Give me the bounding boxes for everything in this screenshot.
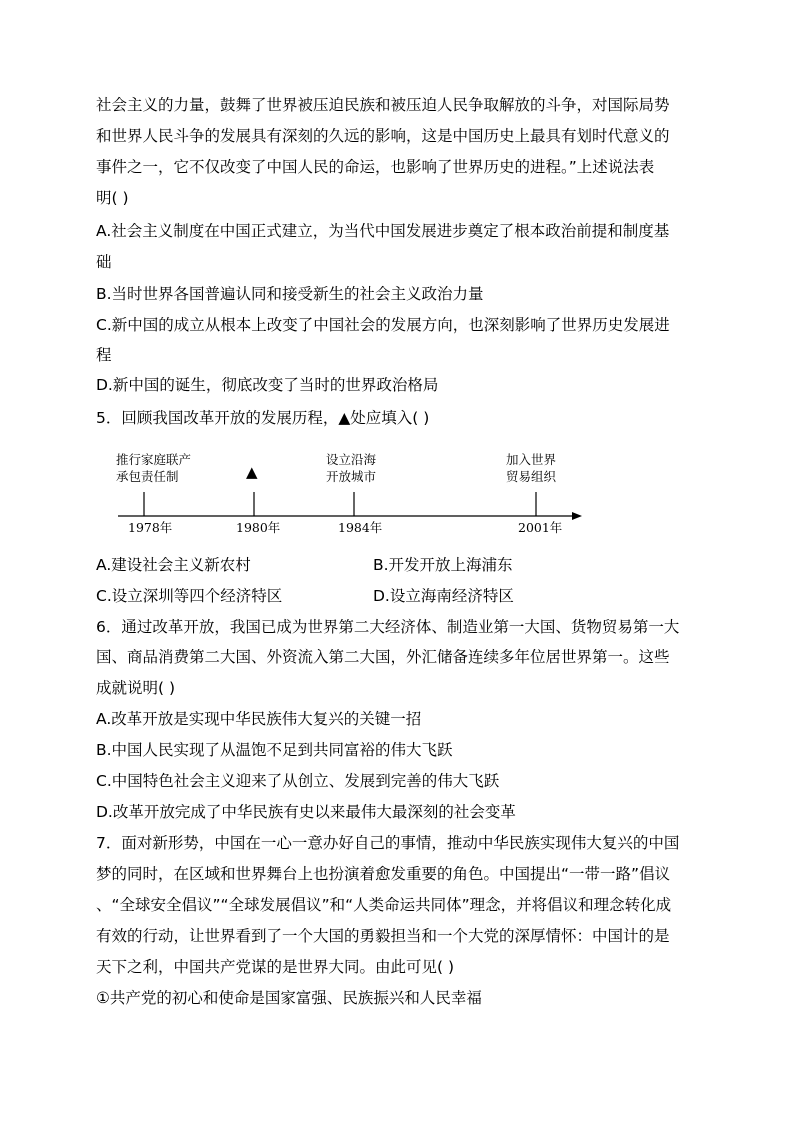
q5-option-c: C.设立深圳等四个经济特区 bbox=[96, 587, 283, 605]
year-label: 1984年 bbox=[338, 520, 383, 535]
statement-1: ①共产党的初心和使命是国家富强、民族振兴和人民幸福 bbox=[96, 989, 482, 1007]
option-a: A.社会主义制度在中国正式建立，为当代中国发展进步奠定了根本政治前提和制度基 bbox=[96, 222, 670, 240]
question-5-stem: 5．回顾我国改革开放的发展历程，▲处应填入( ) bbox=[96, 409, 430, 427]
text-line: 明( ) bbox=[96, 189, 129, 207]
option-c: C.新中国的成立从根本上改变了中国社会的发展方向，也深刻影响了世界历史发展进 bbox=[96, 316, 670, 334]
text-line: 础 bbox=[96, 253, 112, 271]
text-line: 和世界人民斗争的发展具有深刻的久远的影响，这是中国历史上最具有划时代意义的 bbox=[96, 127, 670, 145]
triangle-marker-icon: ▲ bbox=[246, 463, 258, 481]
event-1978-line2: 承包责任制 bbox=[116, 469, 179, 484]
event-1984-line2: 开放城市 bbox=[326, 469, 377, 484]
text-line: 成就说明( ) bbox=[96, 679, 176, 697]
q6-option-b: B.中国人民实现了从温饱不足到共同富裕的伟大飞跃 bbox=[96, 741, 453, 759]
q5-option-d: D.设立海南经济特区 bbox=[373, 587, 514, 605]
event-2001-line2: 贸易组织 bbox=[506, 469, 557, 484]
q5-option-b: B.开发开放上海浦东 bbox=[373, 556, 513, 574]
event-2001-line1: 加入世界 bbox=[506, 452, 557, 467]
text-line: 程 bbox=[96, 346, 112, 364]
text-line: 事件之一，它不仅改变了中国人民的命运，也影响了世界历史的进程。”上述说法表 bbox=[96, 158, 655, 176]
option-d: D.新中国的诞生，彻底改变了当时的世界政治格局 bbox=[96, 376, 439, 394]
text-line: 有效的行动，让世界看到了一个大国的勇毅担当和一个大党的深厚情怀：中国计的是 bbox=[96, 927, 670, 945]
text-line: 天下之利，中国共产党谋的是世界大同。由此可见( ) bbox=[96, 958, 455, 976]
option-b: B.当时世界各国普遍认同和接受新生的社会主义政治力量 bbox=[96, 285, 484, 303]
event-1978-line1: 推行家庭联产 bbox=[116, 452, 192, 467]
text-line: 社会主义的力量，鼓舞了世界被压迫民族和被压迫人民争取解放的斗争，对国际局势 bbox=[96, 96, 670, 114]
year-label: 1980年 bbox=[236, 520, 281, 535]
q6-option-d: D.改革开放完成了中华民族有史以来最伟大最深刻的社会变革 bbox=[96, 803, 516, 821]
year-label: 1978年 bbox=[128, 520, 173, 535]
text-line: 、“全球安全倡议”“全球发展倡议”和“人类命运共同体”理念，并将倡议和理念转化成 bbox=[96, 896, 672, 914]
year-label: 2001年 bbox=[518, 520, 563, 535]
question-6-stem: 6．通过改革开放，我国已成为世界第二大经济体、制造业第一大国、货物贸易第一大 bbox=[96, 618, 680, 636]
reform-timeline bbox=[112, 446, 592, 542]
q6-option-a: A.改革开放是实现中华民族伟大复兴的关键一招 bbox=[96, 710, 422, 728]
q5-option-a: A.建设社会主义新农村 bbox=[96, 556, 251, 574]
q6-option-c: C.中国特色社会主义迎来了从创立、发展到完善的伟大飞跃 bbox=[96, 772, 500, 790]
question-7-stem: 7．面对新形势，中国在一心一意办好自己的事情，推动中华民族实现伟大复兴的中国 bbox=[96, 834, 680, 852]
text-line: 国、商品消费第二大国、外资流入第二大国，外汇储备连续多年位居世界第一。这些 bbox=[96, 648, 670, 666]
event-1984-line1: 设立沿海 bbox=[326, 452, 377, 467]
text-line: 梦的同时，在区域和世界舞台上也扮演着愈发重要的角色。中国提出“一带一路”倡议 bbox=[96, 865, 671, 883]
